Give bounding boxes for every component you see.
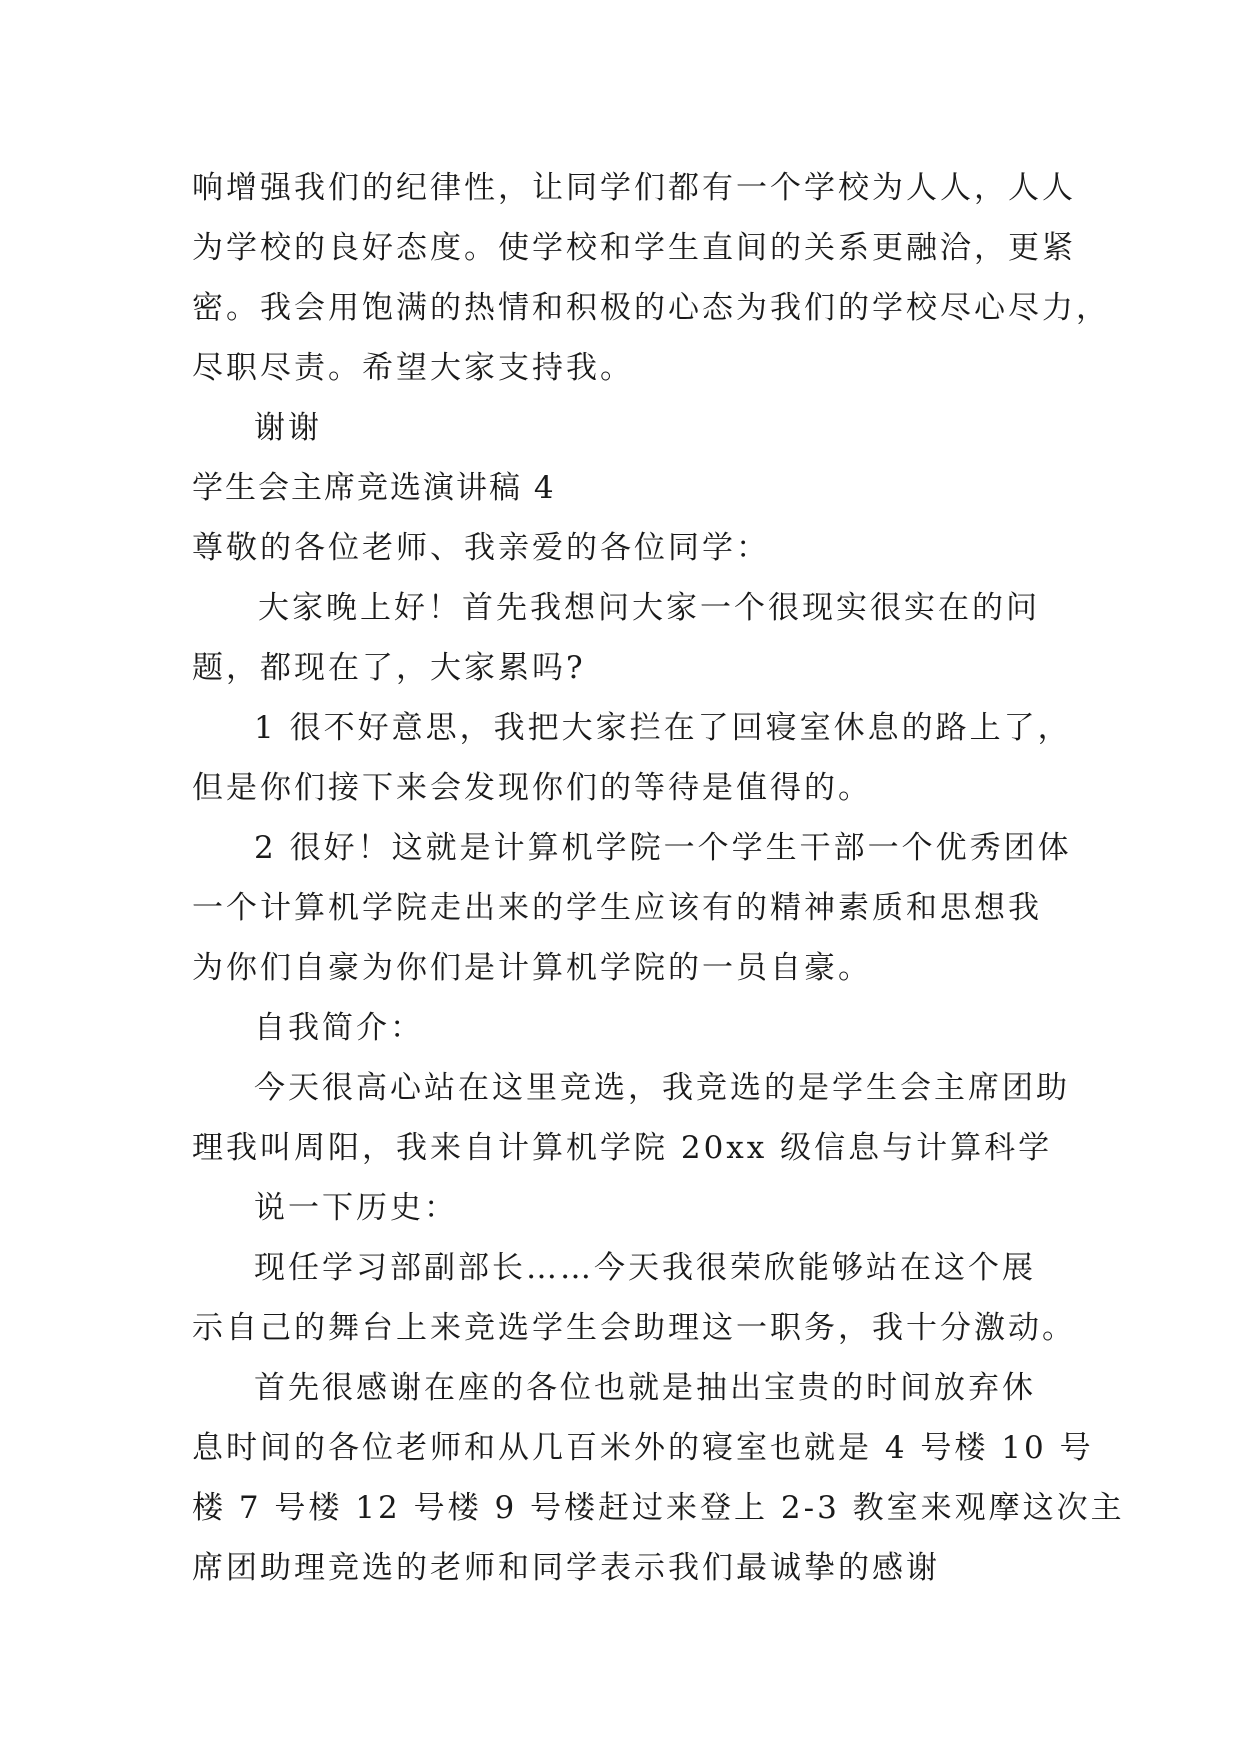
paragraph-line: 一个计算机学院走出来的学生应该有的精神素质和思想我 [192,890,1042,926]
paragraph-line: 为学校的良好态度。使学校和学生直间的关系更融洽，更紧 [192,230,1076,266]
paragraph-line: 楼 7 号楼 12 号楼 9 号楼赶过来登上 2-3 教室来观摩这次主 [192,1490,1125,1526]
paragraph-line: 说一下历史： [254,1190,458,1226]
paragraph-line: 但是你们接下来会发现你们的等待是值得的。 [192,770,872,806]
paragraph-line: 现任学习部副部长……今天我很荣欣能够站在这个展 [254,1250,1036,1286]
paragraph-line: 理我叫周阳，我来自计算机学院 20xx 级信息与计算科学 [192,1130,1053,1166]
section-heading: 学生会主席竞选演讲稿 4 [192,470,556,506]
paragraph-line: 密。我会用饱满的热情和积极的心态为我们的学校尽心尽力， [192,290,1110,326]
paragraph-line: 示自己的舞台上来竞选学生会助理这一职务，我十分激动。 [192,1310,1076,1346]
paragraph-line: 大家晚上好！首先我想问大家一个很现实很实在的问 [258,590,1040,626]
paragraph-line: 2 很好！这就是计算机学院一个学生干部一个优秀团体 [254,830,1072,866]
paragraph-line: 席团助理竞选的老师和同学表示我们最诚挚的感谢 [192,1550,940,1586]
paragraph-line: 息时间的各位老师和从几百米外的寝室也就是 4 号楼 10 号 [192,1430,1094,1466]
paragraph-line: 自我简介： [254,1010,424,1046]
paragraph-line: 题，都现在了，大家累吗? [192,650,586,686]
paragraph-line: 1 很不好意思，我把大家拦在了回寝室休息的路上了， [254,710,1072,746]
salutation-line: 尊敬的各位老师、我亲爱的各位同学： [192,530,770,566]
thanks-line: 谢谢 [254,410,322,446]
paragraph-line: 响增强我们的纪律性，让同学们都有一个学校为人人，人人 [192,170,1076,206]
paragraph-line: 首先很感谢在座的各位也就是抽出宝贵的时间放弃休 [254,1370,1036,1406]
paragraph-line: 今天很高心站在这里竞选，我竞选的是学生会主席团助 [254,1070,1070,1106]
paragraph-line: 为你们自豪为你们是计算机学院的一员自豪。 [192,950,872,986]
document-body [192,158,1125,1598]
paragraph-line: 尽职尽责。希望大家支持我。 [192,350,634,386]
